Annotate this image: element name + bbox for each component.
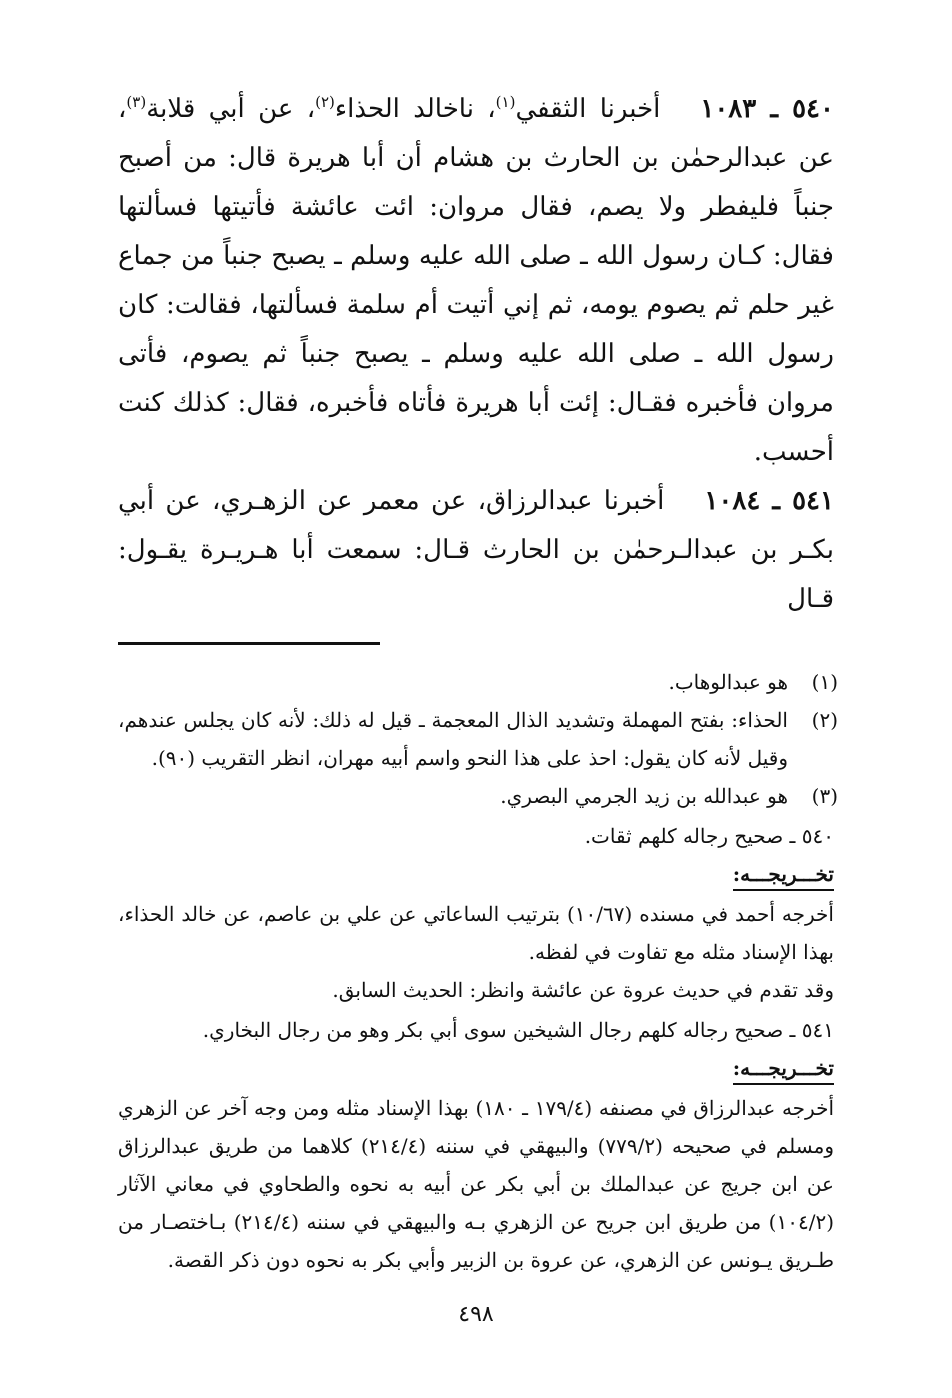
hadith-text: أخبرنا الثقفي [515, 94, 661, 124]
footnote-ref: (٣) [126, 93, 147, 111]
takhrij-paragraph: أخرجه عبدالرزاق في مصنفه (١٧٩/٤ ـ ١٨٠) بهذا الإسناد مثله ومن وجه آخر عن الزهري ومسلم في صحيحه (٧٧٩/٢) والبيهقي في سننه (٢١٤/٤) كلاهما من طريق عبدالرزاق عن ابن جريج عن عبدالملك بن أبي بكر عن أبيه به نحوه والطحاوي في معاني الآثار (١٠٤/٢) من طريق ابن جريح عن الزهري بـه والبيهقي في سننه (٢١٤/٤) بـاختصـار من طـريق يـونس عن الزهري، عن عروة بن الزبير وأبي بكر به نحوه دون ذكر القصة. [118, 1096, 835, 1272]
takhrij-heading: تخـــريجـــه: [733, 859, 834, 891]
footnote-text: هو عبدالله بن زيد الجرمي البصري. [500, 784, 788, 808]
takhrij-paragraph: وقد تقدم في حديث عروة عن عائشة وانظر: الحديث السابق. [332, 978, 834, 1002]
notes-section [118, 663, 838, 1279]
grading-note: ٥٤٠ ـ صحيح رجاله كلهم ثقات. [584, 824, 834, 848]
footnote-text: هو عبدالوهاب. [668, 670, 788, 694]
grading-note: ٥٤١ ـ صحيح رجاله كلهم رجال الشيخين سوى أبي بكر وهو من رجال البخاري. [202, 1018, 834, 1042]
footnote-mark: (٣) [811, 784, 838, 808]
footnote-divider [118, 642, 380, 645]
hadith-text: ، عن أبي قلابة [146, 94, 316, 124]
footnote [118, 701, 838, 777]
hadith-541 [118, 477, 834, 624]
hadith-text: ، ناخالد الحذاء [334, 94, 496, 124]
hadith-text: ، عن عبدالرحمٰن بن الحارث بن هشام أن أبا هريرة قال: من أصبح جنباً فليفطر ولا يصم، فقال مروان: ائت عائشة فأتيتها فسألتها فقال: كـان رسول الله ـ صلى الله عليه وسلم ـ يصبح جنباً من جماع غير حلم ثم يصوم يومه، ثم إني أتيت أم سلمة فسألتها، فقالت: كان رسول الله ـ صلى الله عليه وسلم ـ يصبح جنباً ثم يصوم، فأتى مروان فأخبره فقـال: إئت أبا هريرة فأتاه فأخبره، فقال: كذلك كنت أحسب. [118, 94, 834, 467]
main-text [118, 78, 834, 624]
hadith-text: أخبرنا عبدالرزاق، عن معمر عن الزهـري، عن أبي بكـر بن عبدالـرحمٰن بن الحارث قـال: سمعت أبا هـريـرة يقـول: قـال [118, 486, 834, 614]
footnote-mark: (١) [811, 670, 838, 694]
commentary-541 [118, 1011, 834, 1279]
hadith-540 [118, 78, 834, 477]
book-page [118, 78, 838, 1279]
hadith-number: ٥٤١ ـ ١٠٨٤ [704, 486, 834, 516]
footnote-ref: (١) [495, 93, 516, 111]
hadith-number: ٥٤٠ ـ ١٠٨٣ [700, 94, 834, 124]
commentary-540 [118, 817, 834, 1009]
footnote [118, 663, 838, 701]
footnote-text: الحذاء: بفتح المهملة وتشديد الذال المعجمة ـ قيل له ذلك: لأنه كان يجلس عندهم، وقيل لأنه كان يقول: احذ على هذا النحو واسم أبيه مهران، انظر التقريب (٩٠). [118, 708, 788, 770]
page-number: ٤٩٨ [458, 1302, 494, 1327]
footnote-ref: (٢) [315, 93, 335, 111]
takhrij-paragraph: أخرجه أحمد في مسنده (١٠/٦٧) بترتيب الساعاتي عن علي بن عاصم، عن خالد الحذاء، بهذا الإسناد مثله مع تفاوت في لفظه. [118, 902, 834, 964]
takhrij-heading: تخـــريجـــه: [733, 1053, 834, 1085]
footnote-mark: (٢) [811, 708, 838, 732]
footnote [118, 777, 838, 815]
